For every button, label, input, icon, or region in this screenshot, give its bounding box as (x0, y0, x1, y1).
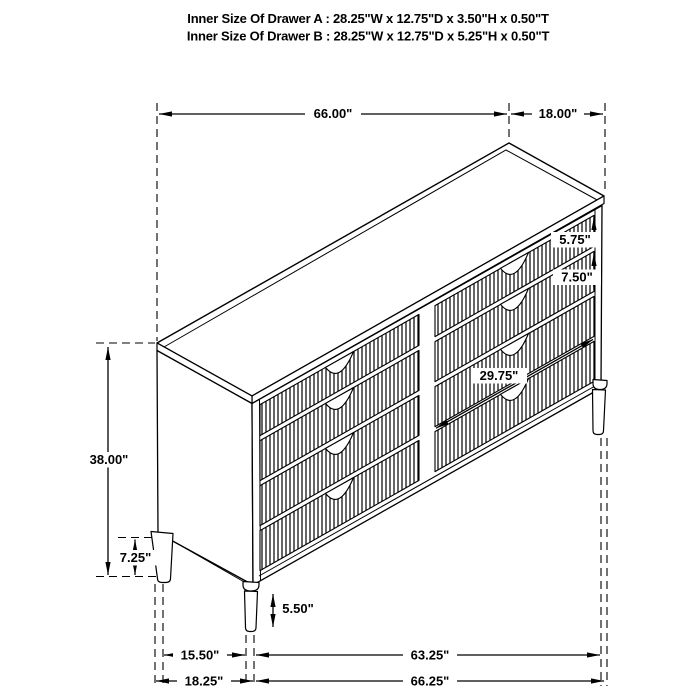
dim-label-drawer-b-height: 7.50" (561, 269, 593, 285)
corner-post-foot-front-right (593, 380, 607, 390)
dim-label-back-leg-clearance: 7.25" (119, 550, 152, 565)
corner-post-foot-front-left (243, 582, 259, 592)
dim-label-overall-height: 38.00" (89, 452, 129, 467)
leg-front-left (245, 591, 258, 632)
dim-label-front-leg-clearance: 5.50" (282, 601, 314, 616)
dim-label-top-width: 66.00" (313, 106, 353, 121)
dim-label-drawer-opening-width: 29.75" (479, 368, 519, 383)
drawer-inner-size-header (187, 11, 550, 44)
dim-label-base-overall-width: 66.25" (410, 673, 450, 689)
dim-label-legs-inner-width: 63.25" (410, 647, 450, 663)
dim-label-drawer-a-height: 5.75" (559, 232, 591, 247)
dim-label-legs-inner-depth: 15.50" (180, 647, 220, 663)
dim-label-top-depth: 18.00" (538, 106, 578, 121)
drawer-a-inner-size-text: Inner Size Of Drawer A : 28.25"W x 12.75"D x 3.50"H x 0.50"T (187, 11, 549, 26)
leg-front-right (593, 390, 606, 435)
dresser-drawing (151, 143, 607, 632)
drawer-b-inner-size-text: Inner Size Of Drawer B : 28.25"W x 12.75"D x 5.25"H x 0.50"T (186, 28, 550, 44)
dim-label-base-overall-depth: 18.25" (184, 673, 224, 689)
